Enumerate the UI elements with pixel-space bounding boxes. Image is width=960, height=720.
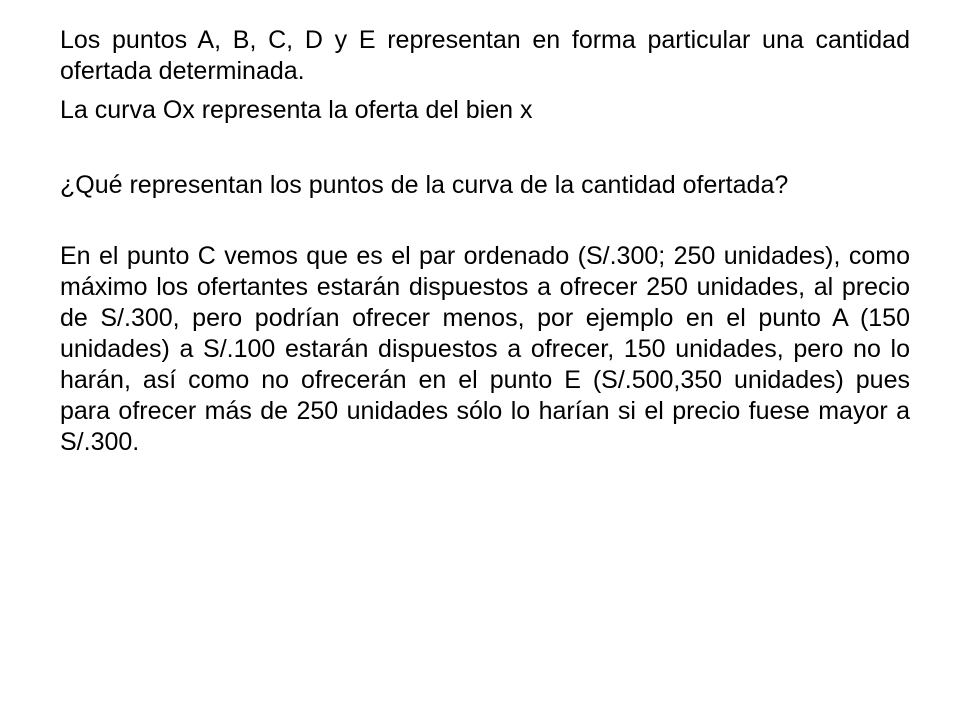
paragraph-curve-description: La curva Ox representa la oferta del bien x xyxy=(60,96,533,124)
paragraph-explanation: En el punto C vemos que es el par ordenado (S/.300; 250 unidades), como máximo los ofertantes estarán dispuestos a ofrecer 250 unidades, al precio de S/.300, pero podrían ofrecer menos, por ejemplo en el punto A (150 unidades) a S/.100 estarán dispuestos a ofrecer, 150 unidades, pero no lo harán, así como no ofrecerán en el punto E (S/.500,350 unidades) pues para ofrecer más de 250 unidades sólo lo harían si el precio fuese mayor a S/.300. xyxy=(60,242,910,456)
paragraph-question: ¿Qué representan los puntos de la curva de la cantidad ofertada? xyxy=(60,171,789,199)
paragraph-points-description: Los puntos A, B, C, D y E representan en forma particular una cantidad ofertada determinada. xyxy=(60,26,910,85)
slide-text-body xyxy=(60,25,910,458)
